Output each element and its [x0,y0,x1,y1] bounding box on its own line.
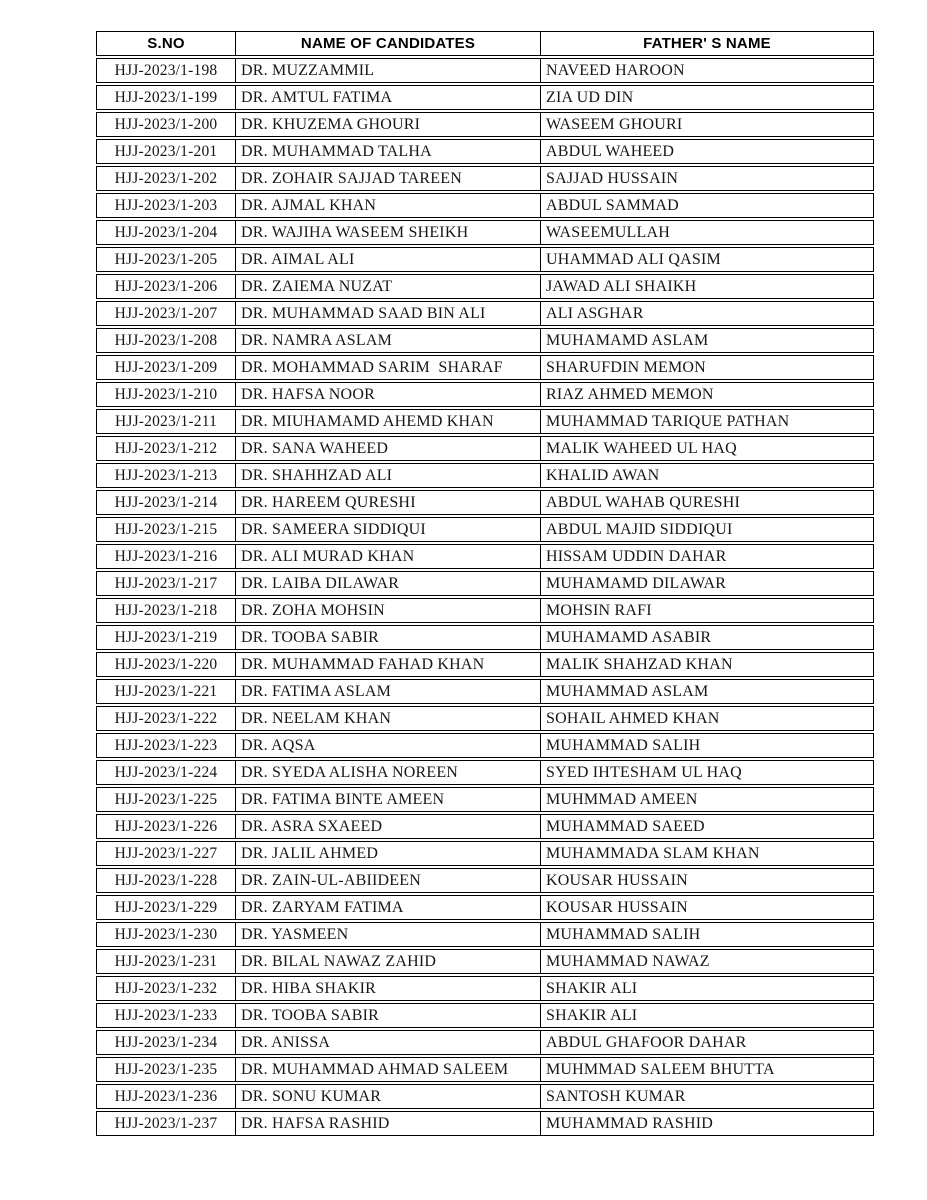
cell-name: DR. KHUZEMA GHOURI [235,112,540,137]
cell-father: MALIK WAHEED UL HAQ [540,436,874,461]
cell-name: DR. ZOHA MOHSIN [235,598,540,623]
cell-sno: HJJ-2023/1-209 [96,355,235,380]
table-row [96,895,874,920]
cell-father: SAJJAD HUSSAIN [540,166,874,191]
cell-name: DR. SONU KUMAR [235,1084,540,1109]
cell-father: RIAZ AHMED MEMON [540,382,874,407]
cell-name: DR. SHAHHZAD ALI [235,463,540,488]
cell-sno: HJJ-2023/1-229 [96,895,235,920]
cell-name: DR. HAREEM QURESHI [235,490,540,515]
cell-father: MUHMMAD SALEEM BHUTTA [540,1057,874,1082]
cell-father: MUHAMMAD SAEED [540,814,874,839]
cell-father: MUHMMAD AMEEN [540,787,874,812]
cell-sno: HJJ-2023/1-211 [96,409,235,434]
cell-father: MUHAMAMD ASLAM [540,328,874,353]
cell-name: DR. ZOHAIR SAJJAD TAREEN [235,166,540,191]
cell-father: SANTOSH KUMAR [540,1084,874,1109]
cell-father: SOHAIL AHMED KHAN [540,706,874,731]
cell-name: DR. TOOBA SABIR [235,1003,540,1028]
table-row [96,841,874,866]
cell-father: ALI ASGHAR [540,301,874,326]
table-row [96,1003,874,1028]
column-header-name-of-candidates: NAME OF CANDIDATES [235,31,540,56]
table-row [96,166,874,191]
cell-name: DR. JALIL AHMED [235,841,540,866]
cell-name: DR. MOHAMMAD SARIM SHARAF [235,355,540,380]
cell-name: DR. WAJIHA WASEEM SHEIKH [235,220,540,245]
cell-father: HISSAM UDDIN DAHAR [540,544,874,569]
table-row [96,382,874,407]
table-row [96,598,874,623]
table-row [96,85,874,110]
cell-sno: HJJ-2023/1-228 [96,868,235,893]
table-row [96,517,874,542]
cell-father: MUHAMAMD DILAWAR [540,571,874,596]
table-row [96,409,874,434]
table-row [96,652,874,677]
cell-sno: HJJ-2023/1-218 [96,598,235,623]
cell-father: JAWAD ALI SHAIKH [540,274,874,299]
cell-sno: HJJ-2023/1-215 [96,517,235,542]
cell-name: DR. HAFSA RASHID [235,1111,540,1136]
table-row [96,976,874,1001]
candidates-table [96,29,874,1138]
cell-father: WASEEMULLAH [540,220,874,245]
cell-sno: HJJ-2023/1-219 [96,625,235,650]
cell-father: MUHAMAMD ASABIR [540,625,874,650]
cell-father: SYED IHTESHAM UL HAQ [540,760,874,785]
table-row [96,706,874,731]
table-row [96,328,874,353]
cell-father: UHAMMAD ALI QASIM [540,247,874,272]
cell-name: DR. HIBA SHAKIR [235,976,540,1001]
cell-father: KOUSAR HUSSAIN [540,895,874,920]
cell-name: DR. ZAIN-UL-ABIIDEEN [235,868,540,893]
cell-name: DR. ASRA SXAEED [235,814,540,839]
cell-father: MUHAMMAD NAWAZ [540,949,874,974]
cell-father: MOHSIN RAFI [540,598,874,623]
cell-sno: HJJ-2023/1-226 [96,814,235,839]
cell-sno: HJJ-2023/1-227 [96,841,235,866]
column-header-fathers-name: FATHER' S NAME [540,31,874,56]
cell-sno: HJJ-2023/1-203 [96,193,235,218]
cell-sno: HJJ-2023/1-230 [96,922,235,947]
table-row [96,1111,874,1136]
cell-name: DR. NEELAM KHAN [235,706,540,731]
cell-name: DR. AQSA [235,733,540,758]
cell-father: MUHAMMAD TARIQUE PATHAN [540,409,874,434]
cell-sno: HJJ-2023/1-216 [96,544,235,569]
cell-sno: HJJ-2023/1-235 [96,1057,235,1082]
table-row [96,490,874,515]
cell-sno: HJJ-2023/1-237 [96,1111,235,1136]
table-row [96,193,874,218]
table-row [96,436,874,461]
cell-father: SHARUFDIN MEMON [540,355,874,380]
cell-father: ABDUL GHAFOOR DAHAR [540,1030,874,1055]
table-row [96,355,874,380]
table-row [96,1057,874,1082]
cell-father: ABDUL MAJID SIDDIQUI [540,517,874,542]
cell-sno: HJJ-2023/1-221 [96,679,235,704]
cell-father: MUHAMMAD ASLAM [540,679,874,704]
cell-name: DR. FATIMA BINTE AMEEN [235,787,540,812]
table-row [96,463,874,488]
table-row [96,112,874,137]
cell-father: SHAKIR ALI [540,976,874,1001]
cell-name: DR. ANISSA [235,1030,540,1055]
cell-name: DR. MUHAMMAD TALHA [235,139,540,164]
cell-name: DR. MIUHAMAMD AHEMD KHAN [235,409,540,434]
cell-name: DR. MUHAMMAD SAAD BIN ALI [235,301,540,326]
table-row [96,922,874,947]
table-row [96,733,874,758]
cell-name: DR. AJMAL KHAN [235,193,540,218]
header-row [96,31,874,56]
table-row [96,625,874,650]
cell-father: ABDUL SAMMAD [540,193,874,218]
cell-sno: HJJ-2023/1-231 [96,949,235,974]
cell-name: DR. AMTUL FATIMA [235,85,540,110]
table-row [96,274,874,299]
cell-sno: HJJ-2023/1-198 [96,58,235,83]
cell-father: ABDUL WAHAB QURESHI [540,490,874,515]
cell-sno: HJJ-2023/1-234 [96,1030,235,1055]
cell-father: NAVEED HAROON [540,58,874,83]
cell-sno: HJJ-2023/1-236 [96,1084,235,1109]
cell-father: ABDUL WAHEED [540,139,874,164]
cell-name: DR. SANA WAHEED [235,436,540,461]
cell-sno: HJJ-2023/1-204 [96,220,235,245]
cell-father: MUHAMMAD SALIH [540,733,874,758]
cell-sno: HJJ-2023/1-201 [96,139,235,164]
cell-sno: HJJ-2023/1-222 [96,706,235,731]
cell-name: DR. TOOBA SABIR [235,625,540,650]
cell-sno: HJJ-2023/1-212 [96,436,235,461]
cell-father: WASEEM GHOURI [540,112,874,137]
cell-sno: HJJ-2023/1-225 [96,787,235,812]
cell-sno: HJJ-2023/1-208 [96,328,235,353]
cell-name: DR. SYEDA ALISHA NOREEN [235,760,540,785]
cell-father: MUHAMMAD SALIH [540,922,874,947]
cell-sno: HJJ-2023/1-220 [96,652,235,677]
cell-sno: HJJ-2023/1-207 [96,301,235,326]
table-row [96,1030,874,1055]
table-row [96,247,874,272]
table-row [96,58,874,83]
table-body [96,58,874,1136]
table-row [96,949,874,974]
cell-name: DR. BILAL NAWAZ ZAHID [235,949,540,974]
table-row [96,301,874,326]
cell-sno: HJJ-2023/1-199 [96,85,235,110]
table-row [96,760,874,785]
cell-name: DR. SAMEERA SIDDIQUI [235,517,540,542]
cell-name: DR. AIMAL ALI [235,247,540,272]
cell-name: DR. ZAIEMA NUZAT [235,274,540,299]
cell-name: DR. YASMEEN [235,922,540,947]
cell-sno: HJJ-2023/1-224 [96,760,235,785]
cell-name: DR. MUHAMMAD FAHAD KHAN [235,652,540,677]
cell-name: DR. NAMRA ASLAM [235,328,540,353]
cell-father: SHAKIR ALI [540,1003,874,1028]
cell-name: DR. FATIMA ASLAM [235,679,540,704]
cell-sno: HJJ-2023/1-213 [96,463,235,488]
table-row [96,787,874,812]
cell-sno: HJJ-2023/1-232 [96,976,235,1001]
cell-sno: HJJ-2023/1-205 [96,247,235,272]
cell-sno: HJJ-2023/1-200 [96,112,235,137]
cell-sno: HJJ-2023/1-202 [96,166,235,191]
table-row [96,571,874,596]
cell-father: MUHAMMAD RASHID [540,1111,874,1136]
cell-sno: HJJ-2023/1-210 [96,382,235,407]
cell-name: DR. MUHAMMAD AHMAD SALEEM [235,1057,540,1082]
table-row [96,544,874,569]
cell-name: DR. ZARYAM FATIMA [235,895,540,920]
cell-name: DR. ALI MURAD KHAN [235,544,540,569]
cell-sno: HJJ-2023/1-217 [96,571,235,596]
cell-name: DR. LAIBA DILAWAR [235,571,540,596]
table-row [96,220,874,245]
cell-sno: HJJ-2023/1-223 [96,733,235,758]
cell-sno: HJJ-2023/1-206 [96,274,235,299]
table-row [96,814,874,839]
cell-sno: HJJ-2023/1-214 [96,490,235,515]
cell-father: ZIA UD DIN [540,85,874,110]
cell-father: KHALID AWAN [540,463,874,488]
column-header-sno: S.NO [96,31,235,56]
table-row [96,139,874,164]
table-row [96,679,874,704]
cell-father: KOUSAR HUSSAIN [540,868,874,893]
cell-name: DR. HAFSA NOOR [235,382,540,407]
table-row [96,1084,874,1109]
cell-father: MUHAMMADA SLAM KHAN [540,841,874,866]
table-row [96,868,874,893]
cell-sno: HJJ-2023/1-233 [96,1003,235,1028]
cell-father: MALIK SHAHZAD KHAN [540,652,874,677]
cell-name: DR. MUZZAMMIL [235,58,540,83]
